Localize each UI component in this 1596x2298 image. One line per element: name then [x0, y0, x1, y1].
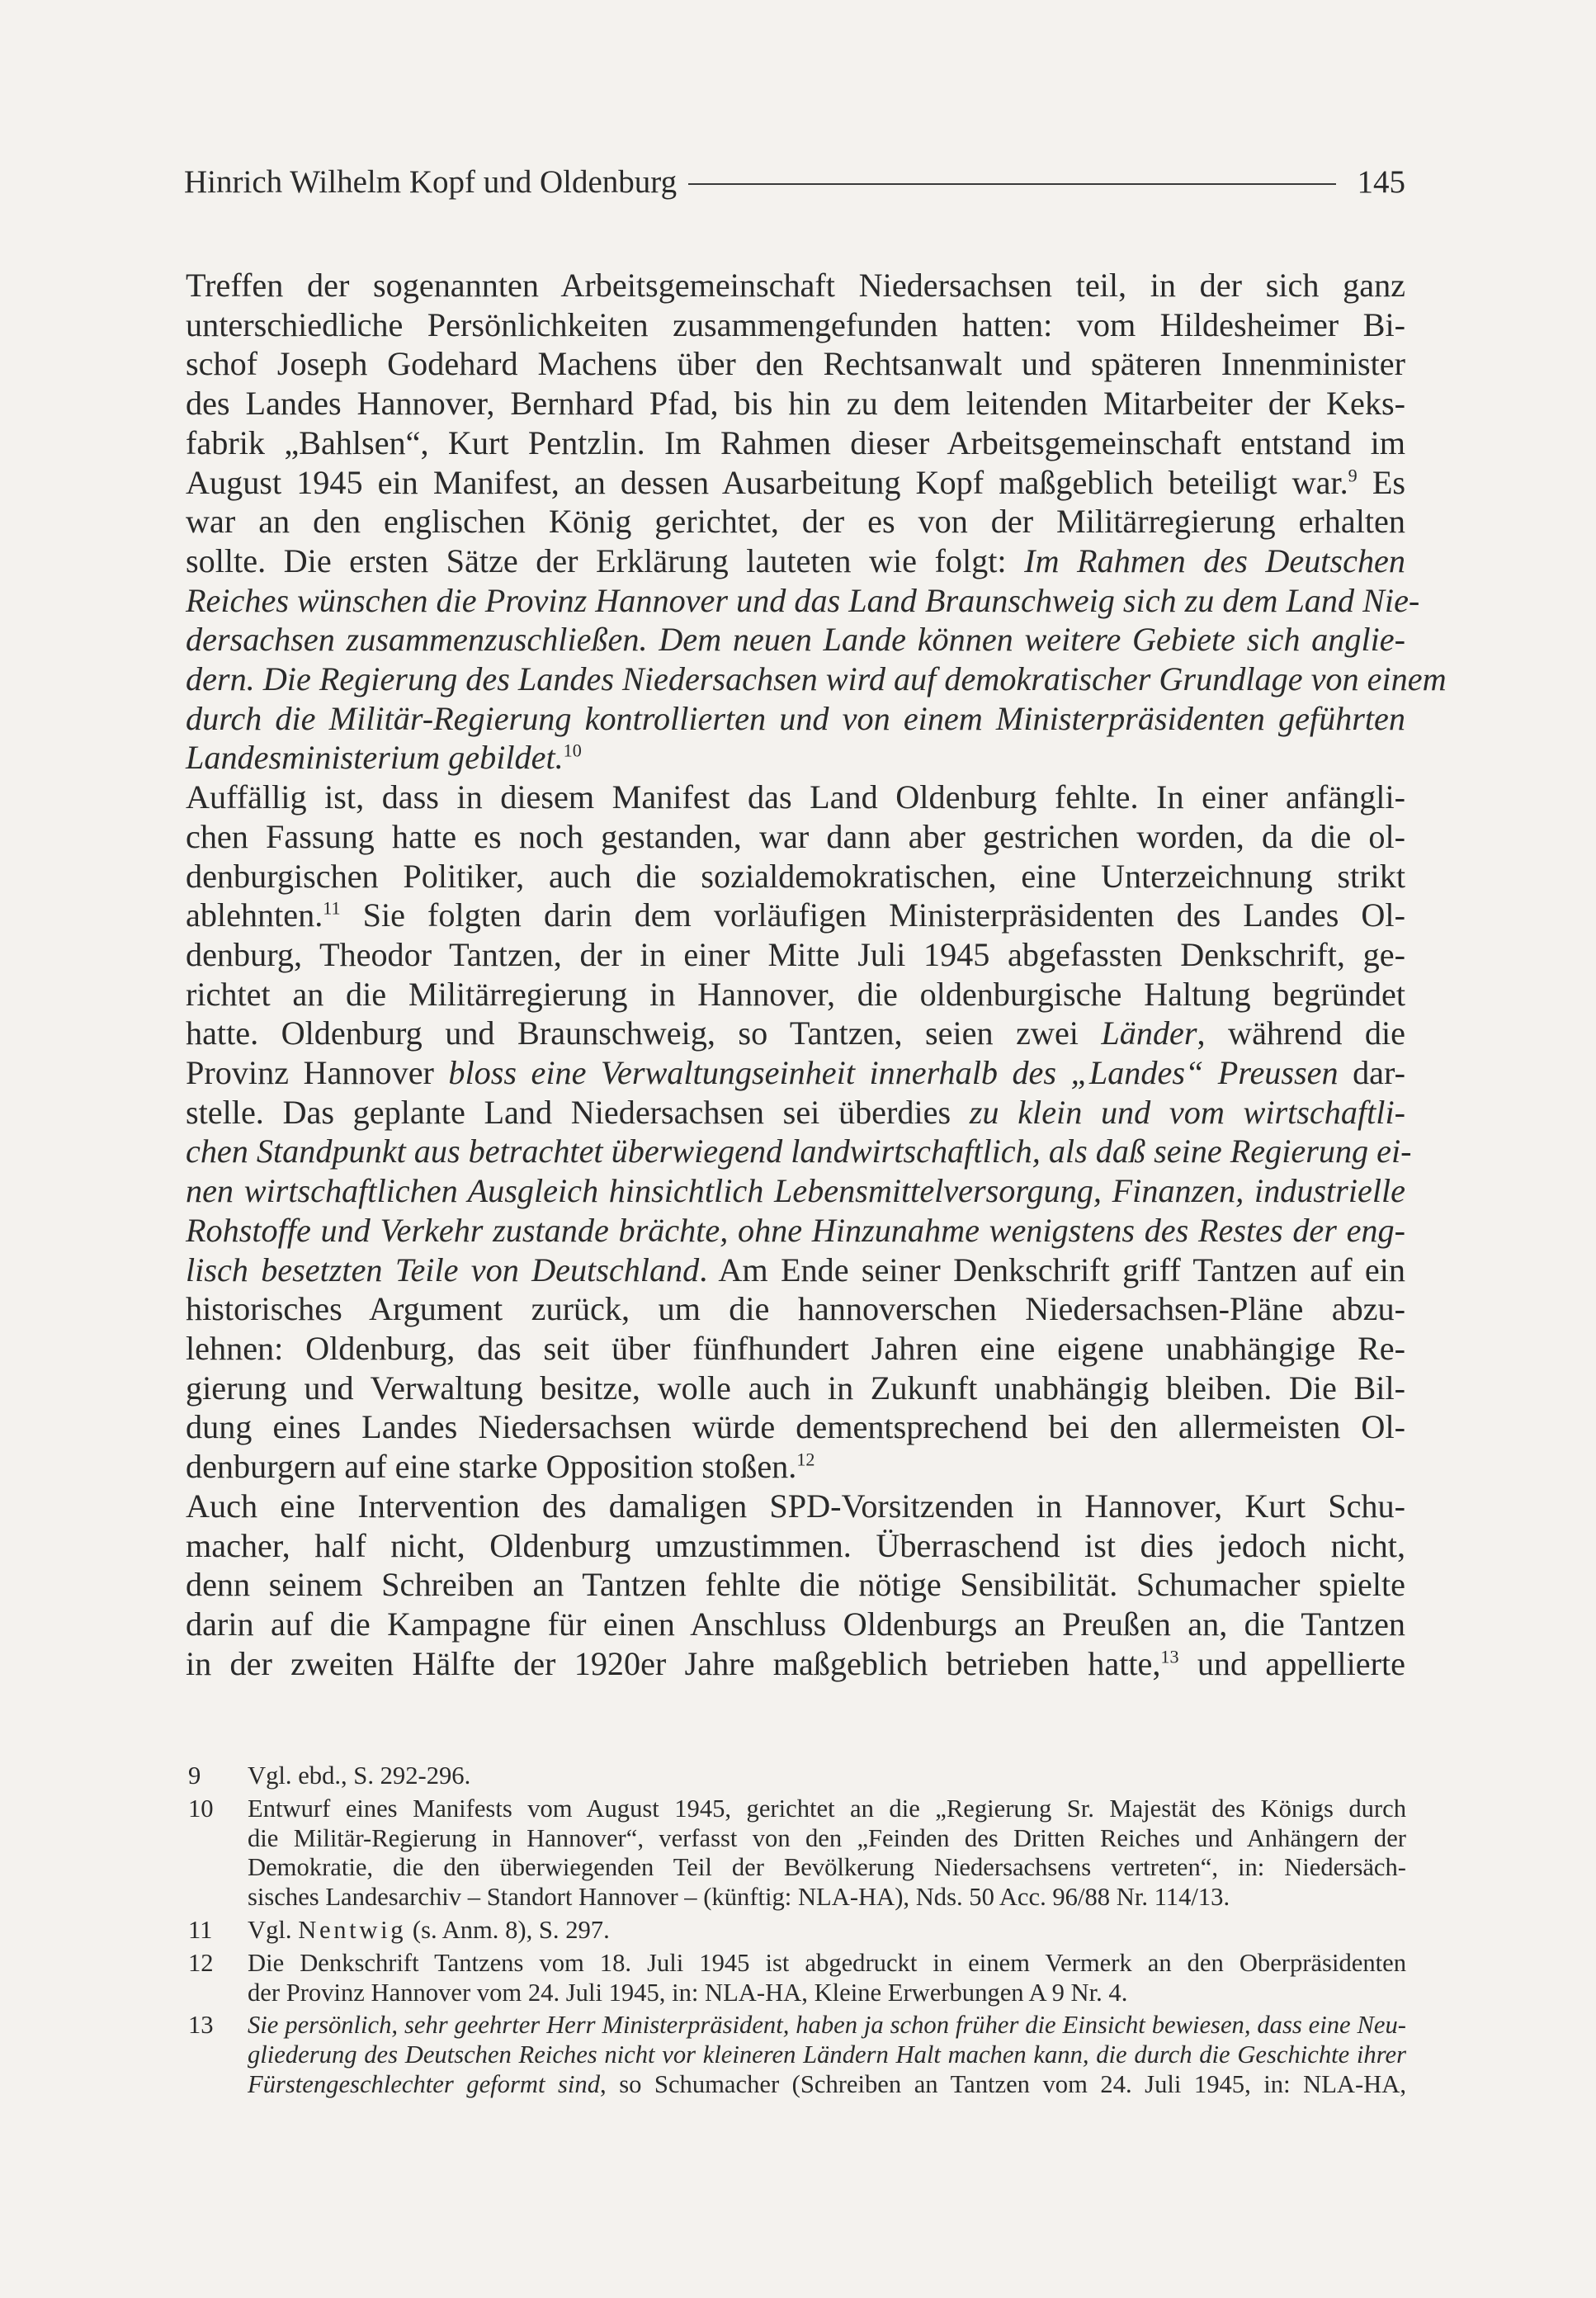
- italic-quote: Fürstengeschlechter geformt sind: [248, 2069, 601, 2098]
- text-line: des Landes Hannover, Bernhard Pfad, bis hin zu dem leitenden Mitarbeiter der Keks-: [186, 385, 1405, 423]
- text-line: schof Joseph Godehard Machens über den Rechtsanwalt und späteren Innenminister: [186, 345, 1405, 383]
- page-number: 145: [1357, 163, 1405, 200]
- text-line: war an den englischen König gerichtet, der es von der Militärregierung erhalten: [186, 503, 1405, 541]
- footnote-line: [248, 2011, 1406, 2040]
- text-run: stelle. Das geplante Land Niedersachsen sei überdies: [186, 1093, 970, 1131]
- text-line: darin auf die Kampagne für einen Anschluss Oldenburgs an Preußen an, die Tantzen: [186, 1605, 1405, 1643]
- text-line: richtet an die Militärregierung in Hannover, die oldenburgische Haltung begründet: [186, 975, 1405, 1013]
- italic-quote: Sie persönlich, sehr geehrter Herr Ministerpräsident, haben ja schon früher die Einsicht bewiesen, dass eine Neu-: [248, 2011, 1406, 2040]
- footnote-number: 12: [188, 1948, 214, 1977]
- italic-quote: zu klein und vom wirtschaftli-: [969, 1093, 1405, 1131]
- text-run: Es: [1357, 463, 1406, 501]
- text-line: historisches Argument zurück, um die hannoverschen Niedersachsen-Pläne abzu-: [186, 1290, 1405, 1328]
- text-line: lehnen: Oldenburg, das seit über fünfhundert Jahren eine eigene unabhängige Re-: [186, 1329, 1405, 1367]
- footnote-11: [188, 1916, 1406, 1946]
- text-line: dung eines Landes Niedersachsen würde dementsprechend bei den allermeisten Ol-: [186, 1408, 1405, 1446]
- text-line: [186, 1014, 1405, 1053]
- italic-quote: gliederung des Deutschen Reiches nicht vor kleineren Ländern Halt machen kann, die durch die Geschichte ihrer: [248, 2040, 1406, 2069]
- text-line: gierung und Verwaltung besitze, wolle auch in Zukunft unabhängig bleiben. Die Bil-: [186, 1369, 1405, 1407]
- text-line: [186, 660, 1447, 699]
- footnote-line: Entwurf eines Manifests vom August 1945, gerichtet an die „Regierung Sr. Majestät des Königs durch: [248, 1794, 1406, 1823]
- italic-quote: Im Rahmen des Deutschen: [1024, 541, 1405, 579]
- text-line: Treffen der sogenannten Arbeitsgemeinschaft Niedersachsen teil, in der sich ganz: [186, 267, 1405, 304]
- text-line: [186, 581, 1420, 621]
- footnote-line: sisches Landesarchiv – Standort Hannover – (künftig: NLA-HA), Nds. 50 Acc. 96/88 Nr. 114/13.: [248, 1883, 1230, 1912]
- text-line: [186, 1132, 1412, 1171]
- text-line: unterschiedliche Persönlichkeiten zusammengefunden hatten: vom Hildesheimer Bi-: [186, 305, 1405, 343]
- footnote-ref-10[interactable]: 10: [563, 740, 582, 762]
- text-line: Auch eine Intervention des damaligen SPD-Vorsitzenden in Hannover, Kurt Schu-: [186, 1487, 1405, 1525]
- text-run: dar-: [1338, 1054, 1405, 1092]
- text-line: [186, 1251, 1405, 1290]
- text-run: . Am Ende seiner Denkschrift griff Tantzen auf ein: [699, 1251, 1405, 1288]
- footnote-ref-9[interactable]: 9: [1348, 465, 1358, 486]
- text-line: [186, 1644, 1405, 1684]
- paragraph-3: [186, 1487, 1405, 1684]
- main-text: [186, 266, 1447, 1683]
- footnote-ref-13[interactable]: 13: [1160, 1646, 1179, 1667]
- text-run: , so Schumacher (Schreiben an Tantzen vom 24. Juli 1945, in: NLA-HA,: [600, 2069, 1407, 2098]
- text-line: denburg, Theodor Tantzen, der in einer Mitte Juli 1945 abgefassten Denkschrift, ge-: [186, 935, 1405, 973]
- text-run: August 1945 ein Manifest, an dessen Ausarbeitung Kopf maßgeblich beteiligt war.: [186, 463, 1348, 501]
- text-line: denn seinem Schreiben an Tantzen fehlte die nötige Sensibilität. Schumacher spielte: [186, 1566, 1405, 1604]
- footnote-number: 10: [188, 1794, 214, 1823]
- footnote-line: Die Denkschrift Tantzens vom 18. Juli 1945 ist abgedruckt in einem Vermerk an den Oberpräsidenten: [248, 1948, 1406, 1977]
- text-line: [186, 541, 1405, 581]
- text-run: Provinz Hannover: [186, 1054, 449, 1092]
- text-line: [186, 1447, 1405, 1487]
- italic-quote: Landesministerium gebildet.: [186, 739, 564, 777]
- footnote-ref-12[interactable]: 12: [796, 1449, 815, 1470]
- footnotes: [188, 1761, 1406, 2103]
- italic-quote: Reiches wünschen die Provinz Hannover und das Land Braunschweig sich zu dem Land Nie-: [186, 581, 1420, 619]
- author-name: Nentwig: [298, 1915, 407, 1944]
- text-run: , während die: [1197, 1014, 1405, 1052]
- footnote-line: [248, 2070, 1406, 2100]
- paragraph-2: [186, 778, 1412, 1487]
- footnote-line: der Provinz Hannover vom 24. Juli 1945, in: NLA-HA, Kleine Erwerbungen A 9 Nr. 4.: [248, 1978, 1128, 2007]
- italic-quote: dern. Die Regierung des Landes Niedersachsen wird auf demokratischer Grundlage von einem: [186, 660, 1447, 698]
- footnote-line: Demokratie, die den überwiegenden Teil der Bevölkerung Niedersachsens vertreten“, in: Niedersäch-: [248, 1853, 1406, 1882]
- italic-quote: chen Standpunkt aus betrachtet überwiegend landwirtschaftlich, als daß seine Regierung ei-: [186, 1132, 1412, 1170]
- text-line: [186, 896, 1405, 935]
- text-run: Sie folgten darin dem vorläufigen Ministerpräsidenten des Landes Ol-: [340, 896, 1405, 934]
- text-line: [186, 1053, 1405, 1093]
- running-title: Hinrich Wilhelm Kopf und Oldenburg: [184, 163, 678, 200]
- text-run: Vgl.: [248, 1915, 299, 1944]
- italic-quote: lisch besetzten Teile von Deutschland: [186, 1251, 700, 1288]
- text-run: in der zweiten Hälfte der 1920er Jahre maßgeblich betrieben hatte,: [186, 1644, 1161, 1682]
- text-line: fabrik „Bahlsen“, Kurt Pentzlin. Im Rahmen dieser Arbeitsgemeinschaft entstand im: [186, 423, 1405, 461]
- footnote-line: [248, 1916, 1406, 1946]
- paragraph-1: [186, 266, 1447, 778]
- italic-quote: dersachsen zusammenzuschließen. Dem neuen Lande können weitere Gebiete sich anglie-: [186, 621, 1405, 659]
- text-line: [186, 1093, 1405, 1132]
- footnote-12: [188, 1949, 1406, 2008]
- italic-quote: durch die Militär-Regierung kontrollierten und von einem Ministerpräsidenten geführten: [186, 699, 1405, 737]
- footnote-line: die Militär-Regierung in Hannover“, verfasst von den „Feinden des Dritten Reiches und Anhängern der: [248, 1823, 1406, 1852]
- italic-quote: Rohstoffe und Verkehr zustande brächte, ohne Hinzunahme wenigstens des Restes der eng-: [186, 1211, 1405, 1249]
- text-line: macher, half nicht, Oldenburg umzustimmen. Überraschend ist dies jedoch nicht,: [186, 1526, 1405, 1564]
- footnote-10: [188, 1794, 1406, 1913]
- footnote-number: 11: [188, 1915, 213, 1944]
- text-line: chen Fassung hatte es noch gestanden, war dann aber gestrichen worden, da die ol-: [186, 817, 1405, 855]
- italic-quote: Länder: [1101, 1014, 1197, 1052]
- italic-quote: bloss eine Verwaltungseinheit innerhalb des „Landes“ Preussen: [448, 1054, 1339, 1092]
- text-run: denburgern auf eine starke Opposition stoßen.: [186, 1448, 797, 1486]
- footnote-9: [188, 1761, 1406, 1791]
- footnote-number: 13: [188, 2011, 214, 2040]
- text-run: und appellierte: [1178, 1644, 1405, 1682]
- text-line: Auffällig ist, dass in diesem Manifest das Land Oldenburg fehlte. In einer anfängli-: [186, 778, 1405, 816]
- text-line: denburgischen Politiker, auch die sozialdemokratischen, eine Unterzeichnung strikt: [186, 857, 1405, 895]
- text-line: [186, 1171, 1405, 1211]
- text-line: [186, 620, 1405, 660]
- footnote-line: Vgl. ebd., S. 292-296.: [248, 1761, 471, 1790]
- italic-quote: nen wirtschaftlichen Ausgleich hinsichtlich Lebensmittelversorgung, Finanzen, industrielle: [186, 1172, 1405, 1210]
- footnote-number: 9: [188, 1761, 201, 1790]
- footnote-13: [188, 2011, 1406, 2099]
- text-line: [186, 738, 1405, 778]
- text-run: (s. Anm. 8), S. 297.: [406, 1915, 610, 1944]
- header-rule: [688, 183, 1335, 185]
- text-line: [186, 699, 1405, 739]
- running-header: [184, 155, 1405, 208]
- text-line: [186, 1211, 1405, 1251]
- text-run: hatte. Oldenburg und Braunschweig, so Tantzen, seien zwei: [186, 1014, 1102, 1052]
- footnote-ref-11[interactable]: 11: [323, 897, 341, 919]
- text-run: sollte. Die ersten Sätze der Erklärung lauteten wie folgt:: [186, 541, 1025, 579]
- text-run: ablehnten.: [186, 896, 323, 934]
- text-line: [186, 463, 1405, 503]
- footnote-line: [248, 2040, 1406, 2070]
